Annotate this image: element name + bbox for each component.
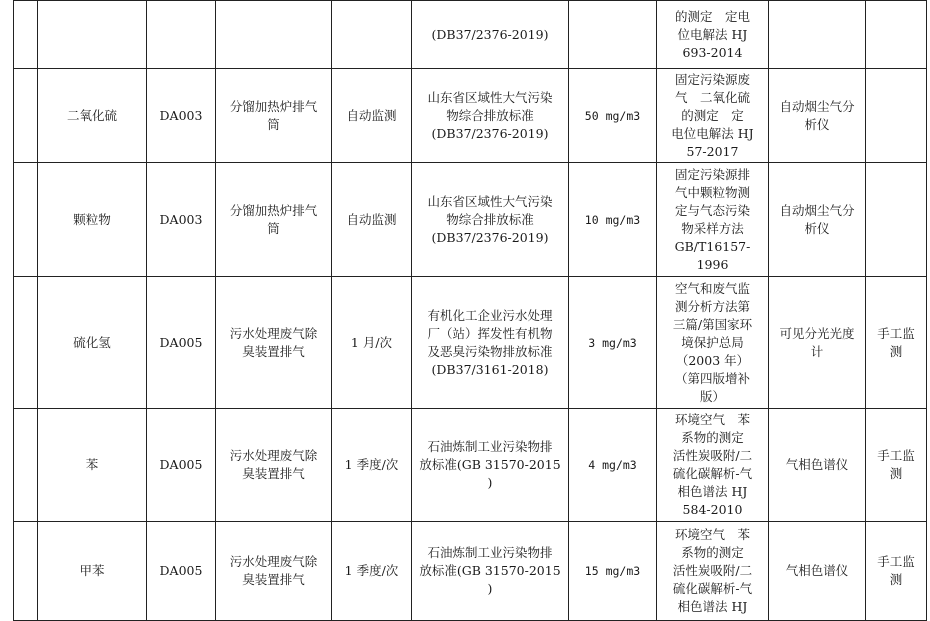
standard-cell: (DB37/2376-2019) (412, 1, 569, 69)
instrument-cell (769, 1, 866, 69)
outlet-code-cell: DA003 (147, 69, 216, 163)
limit-cell: 3 mg/m3 (569, 277, 657, 409)
standard-cell: 山东省区域性大气污染 物综合排放标准 (DB37/2376-2019) (412, 69, 569, 163)
row-margin-cell (14, 163, 38, 277)
manual-method-cell (866, 163, 927, 277)
monitoring-method-cell: 1 月/次 (332, 277, 412, 409)
table-row (14, 69, 927, 163)
outlet-code-cell (147, 1, 216, 69)
table-row (14, 522, 927, 621)
limit-cell: 4 mg/m3 (569, 409, 657, 522)
outlet-code-cell: DA005 (147, 277, 216, 409)
limit-cell: 15 mg/m3 (569, 522, 657, 621)
manual-method-cell (866, 69, 927, 163)
manual-method-cell: 手工监 测 (866, 409, 927, 522)
outlet-name-cell: 分馏加热炉排气 筒 (216, 69, 332, 163)
analysis-method-cell: 空气和废气监 测分析方法第 三篇/第国家环 境保护总局 （2003 年） （第四版增补 版） (657, 277, 769, 409)
analysis-method-cell: 固定污染源废 气 二氧化硫 的测定 定 电位电解法 HJ 57-2017 (657, 69, 769, 163)
row-margin-cell (14, 522, 38, 621)
table-row (14, 277, 927, 409)
manual-method-cell (866, 1, 927, 69)
monitoring-method-cell (332, 1, 412, 69)
row-margin-cell (14, 277, 38, 409)
outlet-name-cell: 污水处理废气除 臭装置排气 (216, 277, 332, 409)
monitoring-method-cell: 自动监测 (332, 163, 412, 277)
row-margin-cell (14, 69, 38, 163)
analysis-method-cell: 环境空气 苯 系物的测定 活性炭吸附/二 硫化碳解析-气 相色谱法 HJ 584-2010 (657, 409, 769, 522)
monitoring-method-cell: 自动监测 (332, 69, 412, 163)
instrument-cell: 气相色谱仪 (769, 409, 866, 522)
outlet-code-cell: DA005 (147, 409, 216, 522)
instrument-cell: 自动烟尘气分 析仪 (769, 163, 866, 277)
instrument-cell: 气相色谱仪 (769, 522, 866, 621)
table-row (14, 409, 927, 522)
limit-cell (569, 1, 657, 69)
outlet-name-cell: 污水处理废气除 臭装置排气 (216, 409, 332, 522)
pollutant-cell: 二氧化硫 (38, 69, 147, 163)
monitoring-method-cell: 1 季度/次 (332, 409, 412, 522)
table-row (14, 163, 927, 277)
table-row (14, 1, 927, 69)
instrument-cell: 自动烟尘气分 析仪 (769, 69, 866, 163)
analysis-method-cell: 环境空气 苯 系物的测定 活性炭吸附/二 硫化碳解析-气 相色谱法 HJ (657, 522, 769, 621)
monitoring-method-cell: 1 季度/次 (332, 522, 412, 621)
standard-cell: 石油炼制工业污染物排 放标准(GB 31570-2015 ) (412, 409, 569, 522)
standard-cell: 石油炼制工业污染物排 放标准(GB 31570-2015 ) (412, 522, 569, 621)
pollutant-cell: 硫化氢 (38, 277, 147, 409)
pollutant-cell: 苯 (38, 409, 147, 522)
standard-cell: 有机化工企业污水处理 厂（站）挥发性有机物 及恶臭污染物排放标准 (DB37/3161-2018) (412, 277, 569, 409)
outlet-code-cell: DA005 (147, 522, 216, 621)
instrument-cell: 可见分光光度 计 (769, 277, 866, 409)
limit-cell: 10 mg/m3 (569, 163, 657, 277)
standard-cell: 山东省区域性大气污染 物综合排放标准 (DB37/2376-2019) (412, 163, 569, 277)
analysis-method-cell: 的测定 定电 位电解法 HJ 693-2014 (657, 1, 769, 69)
pollutant-cell (38, 1, 147, 69)
limit-cell: 50 mg/m3 (569, 69, 657, 163)
row-margin-cell (14, 1, 38, 69)
monitoring-table (13, 0, 927, 621)
analysis-method-cell: 固定污染源排 气中颗粒物测 定与气态污染 物采样方法 GB/T16157- 1996 (657, 163, 769, 277)
pollutant-cell: 颗粒物 (38, 163, 147, 277)
pollutant-cell: 甲苯 (38, 522, 147, 621)
manual-method-cell: 手工监 测 (866, 277, 927, 409)
outlet-name-cell: 分馏加热炉排气 筒 (216, 163, 332, 277)
manual-method-cell: 手工监 测 (866, 522, 927, 621)
outlet-code-cell: DA003 (147, 163, 216, 277)
outlet-name-cell: 污水处理废气除 臭装置排气 (216, 522, 332, 621)
row-margin-cell (14, 409, 38, 522)
outlet-name-cell (216, 1, 332, 69)
